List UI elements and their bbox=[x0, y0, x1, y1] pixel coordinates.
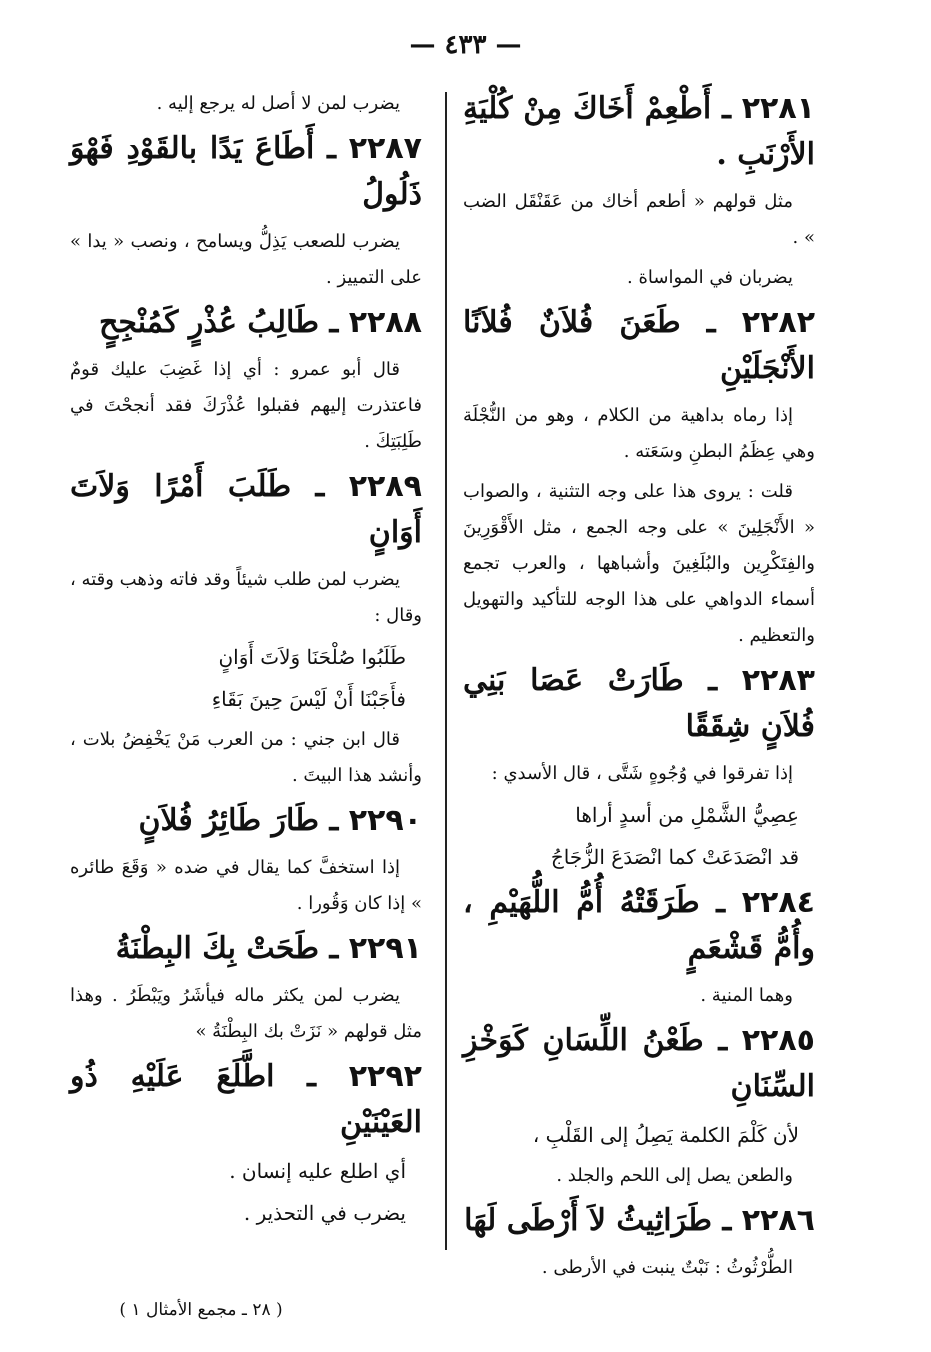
proverb-number: ٢٢٨٦ bbox=[741, 1203, 815, 1238]
proverb-text: ـ طَرَاثِيثُ لاَ أَرْطَى لَهَا bbox=[464, 1203, 732, 1238]
proverb-text: ـ اطَّلَعَ عَلَيْهِ ذُو العَيْنَيْنِ bbox=[70, 1059, 422, 1140]
proverb-heading bbox=[463, 1198, 815, 1244]
page-number: — ٤٣٣ — bbox=[409, 30, 522, 60]
proverb-heading bbox=[70, 464, 422, 556]
verse-line: عِصِيُّ الشَّمْلِ من أسدٍ أراها bbox=[575, 803, 799, 827]
left-column bbox=[70, 86, 422, 1236]
commentary-paragraph: قلت : يروى هذا على وجه التثنية ، والصواب « الأَنْجَلِينَ » على وجه الجمع ، مثل الأَقْوَرِينَ والفِتَكْرِين والبُلَغِينَ وأشباهها ، والعرب تجمع أسماء الدواهي على هذا الوجه للتأكيد والتهويل والتعظيم . bbox=[463, 481, 815, 646]
commentary-paragraph: قال أبو عمرو : أي إذا غَضِبَ عليك قومٌ فاعتذرت إليهم فقبلوا عُذْرَكَ فقد أنجحْتَ في طَلِبَتِكَ . bbox=[70, 359, 422, 452]
proverb-heading bbox=[70, 1054, 422, 1146]
commentary-paragraph: يضرب لمن لا أصل له يرجع إليه . bbox=[156, 93, 400, 114]
proverb-number: ٢٢٨٧ bbox=[348, 131, 422, 166]
verse-line: لأن كَلْمَ الكلمة يَصِلُ إلى القَلْبِ ، bbox=[532, 1123, 799, 1147]
proverb-text: ـ طَحَتْ بِكَ البِطْنَةُ bbox=[115, 931, 339, 966]
proverb-number: ٢٢٩٠ bbox=[348, 803, 422, 838]
proverb-text: ـ أَطَاعَ يَدًا بالقَوْدِ فَهْوَ ذَلُولُ bbox=[70, 131, 422, 212]
proverb-number: ٢٢٩١ bbox=[348, 931, 422, 966]
proverb-heading bbox=[70, 126, 422, 218]
verse-line: قد انْصَدَعَتْ كما انْصَدَعَ الزُّجَاجُ bbox=[550, 845, 799, 869]
verse-line: أي اطلع عليه إنسان . bbox=[229, 1159, 406, 1183]
page-footer: ( ٢٨ ـ مجمع الأمثال ١ ) bbox=[119, 1300, 283, 1320]
commentary-paragraph: يضرب لمن طلب شيئاً وقد فاته وذهب وقته ، وقال : bbox=[70, 569, 422, 626]
proverb-number: ٢٢٨٢ bbox=[741, 305, 816, 340]
proverb-number: ٢٢٨٩ bbox=[348, 469, 422, 504]
proverb-text: ـ أَطْعِمْ أَخَاكَ مِنْ كُلْيَةِ الأَرْنَبِ . bbox=[463, 91, 815, 172]
commentary-paragraph: يضرب لمن يكثر ماله فيأشَرُ ويَبْطَرُ . وهذا مثل قولهم « نَزَتْ بك البِطْنَةُ » bbox=[70, 985, 422, 1042]
commentary-paragraph: إذا رماه بداهية من الكلام ، وهو من النُّجْلَة وهي عِظَمُ البطنِ وسَعَته . bbox=[463, 405, 815, 462]
commentary-paragraph: إذا استخفَّ كما يقال في ضده « وَقَعَ طائره » إذا كان وَقُورا . bbox=[70, 857, 422, 914]
proverb-text: ـ طَارَ طَائِرُ فُلاَنٍ bbox=[138, 803, 339, 838]
proverb-text: ـ طَعْنُ اللِّسَانِ كَوَخْزِ السِّنَانِ bbox=[463, 1023, 815, 1104]
proverb-heading bbox=[70, 300, 422, 346]
verse-line: فأَجَبْنَا أَنْ لَيْسَ حِينَ بَقَاءِ bbox=[211, 687, 406, 711]
commentary-paragraph: إذا تفرقوا في وُجُوهٍ شَتَّى ، قال الأسدي : bbox=[491, 763, 793, 784]
column-divider bbox=[445, 92, 447, 1250]
proverb-heading bbox=[463, 1018, 815, 1110]
proverb-text: ـ طَعَنَ فُلاَنٌ فُلاَنًا الأَنْجَلَيْنِ bbox=[463, 305, 815, 386]
proverb-number: ٢٢٨١ bbox=[741, 91, 815, 126]
proverb-text: ـ طَارَتْ عَصَا بَنِي فُلاَنٍ شِقَقًا bbox=[463, 663, 815, 744]
commentary-paragraph: والطعن يصل إلى اللحم والجلد . bbox=[556, 1165, 793, 1186]
proverb-text: ـ طَرَقَتْهُ أُمُّ اللُّهَيْمِ ، وأُمُّ قَشْعَمٍ bbox=[463, 885, 815, 966]
commentary-paragraph: مثل قولهم « أطعم أخاك من عَقَنْقَل الضب » . bbox=[463, 191, 815, 248]
commentary-paragraph: الطُّرْثُوثُ : نَبْتٌ ينبت في الأرطى . bbox=[541, 1257, 793, 1278]
proverb-text: ـ طَلَبَ أَمْرًا وَلاَتَ أَوَانٍ bbox=[70, 469, 422, 550]
proverb-heading bbox=[463, 86, 815, 178]
proverb-number: ٢٢٨٥ bbox=[741, 1023, 815, 1058]
proverb-heading bbox=[463, 880, 815, 972]
verse-line: طَلَبُوا صُلْحَنَا وَلاَتَ أَوَانٍ bbox=[218, 645, 406, 669]
proverb-number: ٢٢٨٤ bbox=[741, 885, 815, 920]
commentary-paragraph: وهما المنية . bbox=[700, 985, 793, 1006]
commentary-paragraph: قال ابن جني : من العرب مَنْ يَخْفِضُ بلات ، وأنشد هذا البيتَ . bbox=[70, 729, 422, 786]
proverb-heading bbox=[463, 658, 815, 750]
proverb-heading bbox=[70, 798, 422, 844]
proverb-number: ٢٢٨٨ bbox=[348, 305, 422, 340]
proverb-text: ـ طَالِبُ عُذْرٍ كَمُنْجِحٍ bbox=[99, 305, 339, 340]
proverb-number: ٢٢٩٢ bbox=[348, 1059, 422, 1094]
right-column bbox=[463, 86, 815, 1290]
commentary-paragraph: يضرب للصعب يَذِلُّ ويسامح ، ونصب « يدا » على التمييز . bbox=[70, 231, 422, 288]
verse-line: يضرب في التحذير . bbox=[243, 1201, 406, 1225]
proverb-heading bbox=[70, 926, 422, 972]
proverb-number: ٢٢٨٣ bbox=[741, 663, 815, 698]
commentary-paragraph: يضربان في المواساة . bbox=[627, 267, 793, 288]
proverb-heading bbox=[463, 300, 815, 392]
